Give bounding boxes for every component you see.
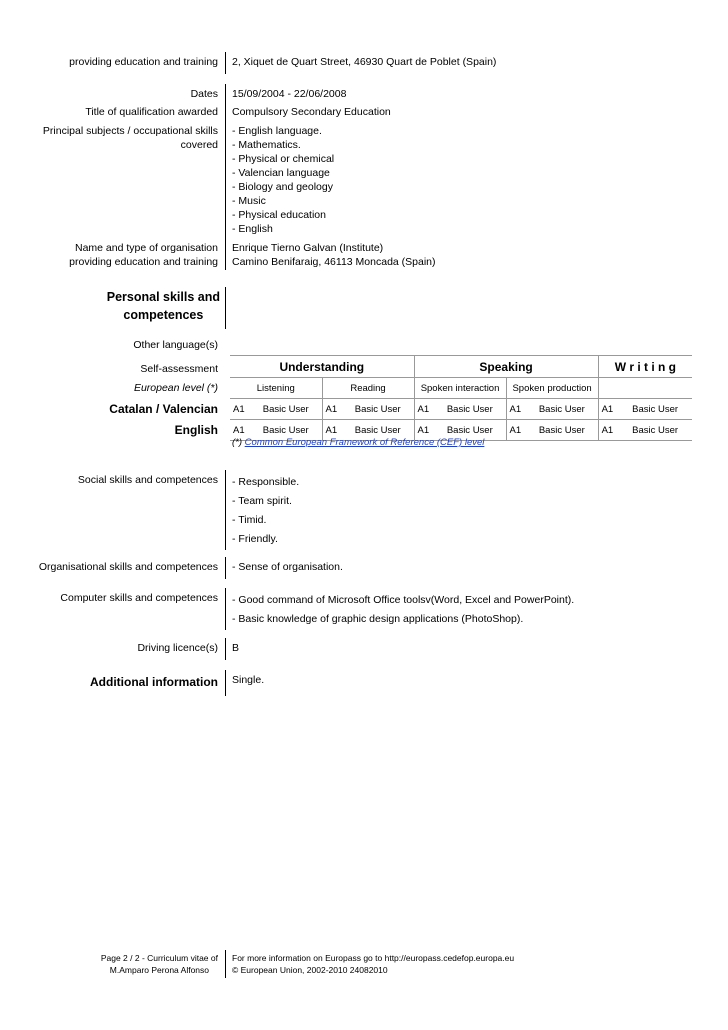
cef-prefix: (*) [232,437,243,448]
column-divider [225,84,226,270]
list-item: - Biology and geology [232,181,333,193]
additional-information-value: Single. [232,674,265,686]
language-name: English [174,423,218,437]
level-code: A1 [230,399,250,420]
principal-subjects-label-line: Principal subjects / occupational skills [42,125,218,137]
group-header-speaking: Speaking [414,356,598,378]
language-name: Catalan / Valencian [109,402,218,416]
list-item: - Responsible. [232,476,300,488]
principal-subjects-label-line: covered [180,139,218,151]
level-code: A1 [598,420,618,441]
level-code: A1 [322,420,342,441]
qualification-title-value: Compulsory Secondary Education [232,106,391,118]
level-description: Basic User [342,399,414,420]
cef-note [232,437,484,448]
organisation-label-line: providing education and training [69,256,218,268]
dates-value: 15/09/2004 - 22/06/2008 [232,88,347,100]
level-code: A1 [230,420,250,441]
level-code: A1 [506,399,526,420]
organisation-address: Camino Benifaraig, 46113 Moncada (Spain) [232,256,436,268]
level-description: Basic User [618,420,692,441]
list-item: - Team spirit. [232,495,292,507]
list-item: - English language. [232,125,322,137]
social-skills-list [232,473,299,549]
heading-line: Personal skills and [106,290,220,304]
subheader-reading: Reading [322,378,414,399]
list-item: - Music [232,195,266,207]
cef-link[interactable]: Common European Framework of Reference (CEF) level [244,437,485,448]
footer-line: M.Amparo Perona Alfonso [109,965,210,975]
level-description: Basic User [434,399,506,420]
column-divider [225,950,226,978]
list-item: - Friendly. [232,533,278,545]
list-item: - Valencian language [232,167,330,179]
level-description: Basic User [618,399,692,420]
organisation-name: Enrique Tierno Galvan (Institute) [232,242,384,254]
subheader-spoken-interaction: Spoken interaction [414,378,506,399]
column-divider [225,557,226,579]
computer-skills-list [232,591,574,629]
social-skills-label: Social skills and competences [77,474,218,486]
column-divider [225,52,226,74]
top-org-label: providing education and training [69,56,218,68]
other-languages-label: Other language(s) [133,339,218,351]
level-code: A1 [598,399,618,420]
column-divider [225,638,226,660]
self-assessment-label: Self-assessment [140,363,218,375]
group-header-writing: W r i t i n g [598,356,692,378]
column-divider [225,470,226,550]
list-item: - English [232,223,273,235]
language-self-assessment-table [230,355,692,441]
list-item: - Basic knowledge of graphic design applications (PhotoShop). [232,613,524,625]
list-item: - Mathematics. [232,139,301,151]
principal-subjects-label [43,124,218,152]
level-description: Basic User [434,420,506,441]
organisation-label-line: Name and type of organisation [74,242,218,254]
level-description: Basic User [526,420,598,441]
driving-licence-value: B [232,642,240,654]
footer-line: Page 2 / 2 - Curriculum vitae of [100,953,218,963]
list-item: - Good command of Microsoft Office toolsv(Word, Excel and PowerPoint). [232,594,575,606]
column-divider [225,588,226,630]
additional-information-label: Additional information [90,675,218,689]
footer-europass-info [232,952,514,976]
list-item: - Physical education [232,209,326,221]
level-code: A1 [506,420,526,441]
qualification-title-label: Title of qualification awarded [85,106,218,118]
subheader-spoken-production: Spoken production [506,378,598,399]
subheader-writing [598,378,692,399]
organisation-value [232,241,436,269]
organisation-label [69,241,218,269]
top-org-address: 2, Xiquet de Quart Street, 46930 Quart de Poblet (Spain) [232,56,497,68]
level-description: Basic User [526,399,598,420]
table-row [230,399,692,420]
level-code: A1 [414,399,434,420]
dates-label: Dates [190,88,218,100]
driving-licence-label: Driving licence(s) [137,642,218,654]
principal-subjects-list [232,124,334,236]
level-description: Basic User [250,399,322,420]
european-level-label: European level (*) [133,382,218,394]
level-code: A1 [414,420,434,441]
footer-line: © European Union, 2002-2010 24082010 [232,965,388,975]
footer-line: For more information on Europass go to http://europass.cedefop.europa.eu [232,953,515,963]
column-divider [225,670,226,696]
organisational-skills-value: - Sense of organisation. [232,561,343,573]
subheader-listening: Listening [230,378,322,399]
personal-skills-heading [107,288,220,324]
organisational-skills-label: Organisational skills and competences [38,561,218,573]
column-divider [225,287,226,329]
level-description: Basic User [250,420,322,441]
group-header-understanding: Understanding [230,356,414,378]
list-item: - Physical or chemical [232,153,335,165]
list-item: - Timid. [232,514,267,526]
level-description: Basic User [342,420,414,441]
computer-skills-label: Computer skills and competences [60,592,218,604]
level-code: A1 [322,399,342,420]
heading-line: competences [123,308,204,322]
footer-page-info [101,952,218,976]
